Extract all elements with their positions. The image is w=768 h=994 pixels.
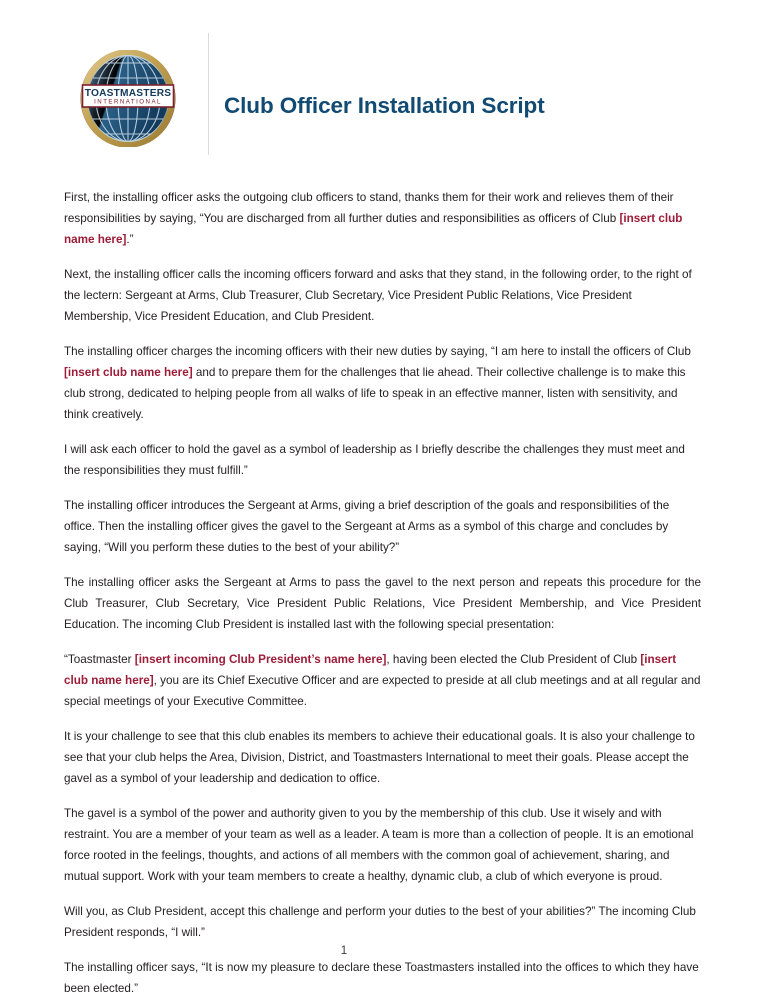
paragraph-text: The gavel is a symbol of the power and authority given to you by the membership of this club. Use it wisely and with restraint. You are a member of your team as well as a leader. A team is more than a collection of people. It is an emotional force rooted in the feelings, thoughts, and actions of all members with the common goal of achievement, sharing, and mutual support. Work with your team members to create a healthy, dynamic club, a club of which everyone is proud. xyxy=(64,807,694,883)
toastmasters-logo xyxy=(74,50,182,147)
svg-text:INTERNATIONAL: INTERNATIONAL xyxy=(94,98,162,106)
paragraph-text: , having been elected the Club President of Club xyxy=(386,653,641,666)
paragraph xyxy=(64,957,701,994)
page-title: Club Officer Installation Script xyxy=(224,93,545,119)
paragraph-text: and to prepare them for the challenges that lie ahead. Their collective challenge is to make this club strong, dedicated to helping people from all walks of life to speak in an effective manner, listen with sensitivity, and think creatively. xyxy=(64,366,686,421)
document-header xyxy=(0,0,768,170)
paragraph xyxy=(64,495,701,558)
paragraph xyxy=(64,901,701,943)
paragraph-text: Will you, as Club President, accept this challenge and perform your duties to the best of your abilities?” The incoming Club President responds, “I will.” xyxy=(64,905,696,939)
placeholder-field[interactable]: [insert incoming Club President’s name here] xyxy=(134,653,387,666)
paragraph-text: It is your challenge to see that this club enables its members to achieve their educational goals. It is also your challenge to see that your club helps the Area, Division, District, and Toastmasters International to meet their goals. Please accept the gavel as a symbol of your leadership and dedication to office. xyxy=(64,730,695,785)
paragraph xyxy=(64,572,701,635)
document-body xyxy=(64,187,701,994)
placeholder-field[interactable]: [insert club name here] xyxy=(64,653,677,687)
paragraph-text: The installing officer introduces the Sergeant at Arms, giving a brief description of the goals and responsibilities of the office. Then the installing officer gives the gavel to the Sergeant at Arms as a symbol of this charge and concludes by saying, “Will you perform these duties to the best of your ability?” xyxy=(64,499,670,554)
paragraph-text: First, the installing officer asks the outgoing club officers to stand, thanks them for their work and relieves them of their responsibilities by saying, “You are discharged from all further duties and responsibilities as officers of Club xyxy=(64,191,674,225)
paragraph xyxy=(64,187,701,250)
paragraph xyxy=(64,649,701,712)
paragraph-text: The installing officer says, “It is now my pleasure to declare these Toastmasters installed into the offices to which they have been elected.” xyxy=(64,961,699,994)
placeholder-field[interactable]: [insert club name here] xyxy=(64,366,193,379)
paragraph-text: I will ask each officer to hold the gavel as a symbol of leadership as I briefly describe the challenges they must meet and the responsibilities they must fulfill.” xyxy=(64,443,685,477)
paragraph xyxy=(64,803,701,887)
paragraph-text: The installing officer charges the incoming officers with their new duties by saying, “I am here to install the officers of Club xyxy=(64,345,691,358)
logo-banner xyxy=(83,85,174,107)
placeholder-field[interactable]: [insert club name here] xyxy=(64,212,683,246)
page-number: 1 xyxy=(340,945,348,957)
paragraph-text: “Toastmaster xyxy=(64,653,135,666)
header-divider xyxy=(208,33,209,155)
paragraph xyxy=(64,439,701,481)
paragraph xyxy=(64,341,701,425)
paragraph-text: Next, the installing officer calls the incoming officers forward and asks that they stand, in the following order, to the right of the lectern: Sergeant at Arms, Club Treasurer, Club Secretary, Vice President Public Relations, Vice President Membership, Vice President Education, and Club President. xyxy=(64,268,692,323)
paragraph-text: .” xyxy=(126,233,134,246)
paragraph xyxy=(64,726,701,789)
paragraph xyxy=(64,264,701,327)
paragraph-text: The installing officer asks the Sergeant at Arms to pass the gavel to the next person and repeats this procedure for the Club Treasurer, Club Secretary, Vice President Public Relations, Vice President Membership, and Vice President Education. The incoming Club President is installed last with the following special presentation: xyxy=(64,576,701,631)
paragraph-text: , you are its Chief Executive Officer and are expected to preside at all club meetings and at all regular and special meetings of your Executive Committee. xyxy=(64,674,701,708)
svg-text:TOASTMASTERS: TOASTMASTERS xyxy=(84,88,172,100)
